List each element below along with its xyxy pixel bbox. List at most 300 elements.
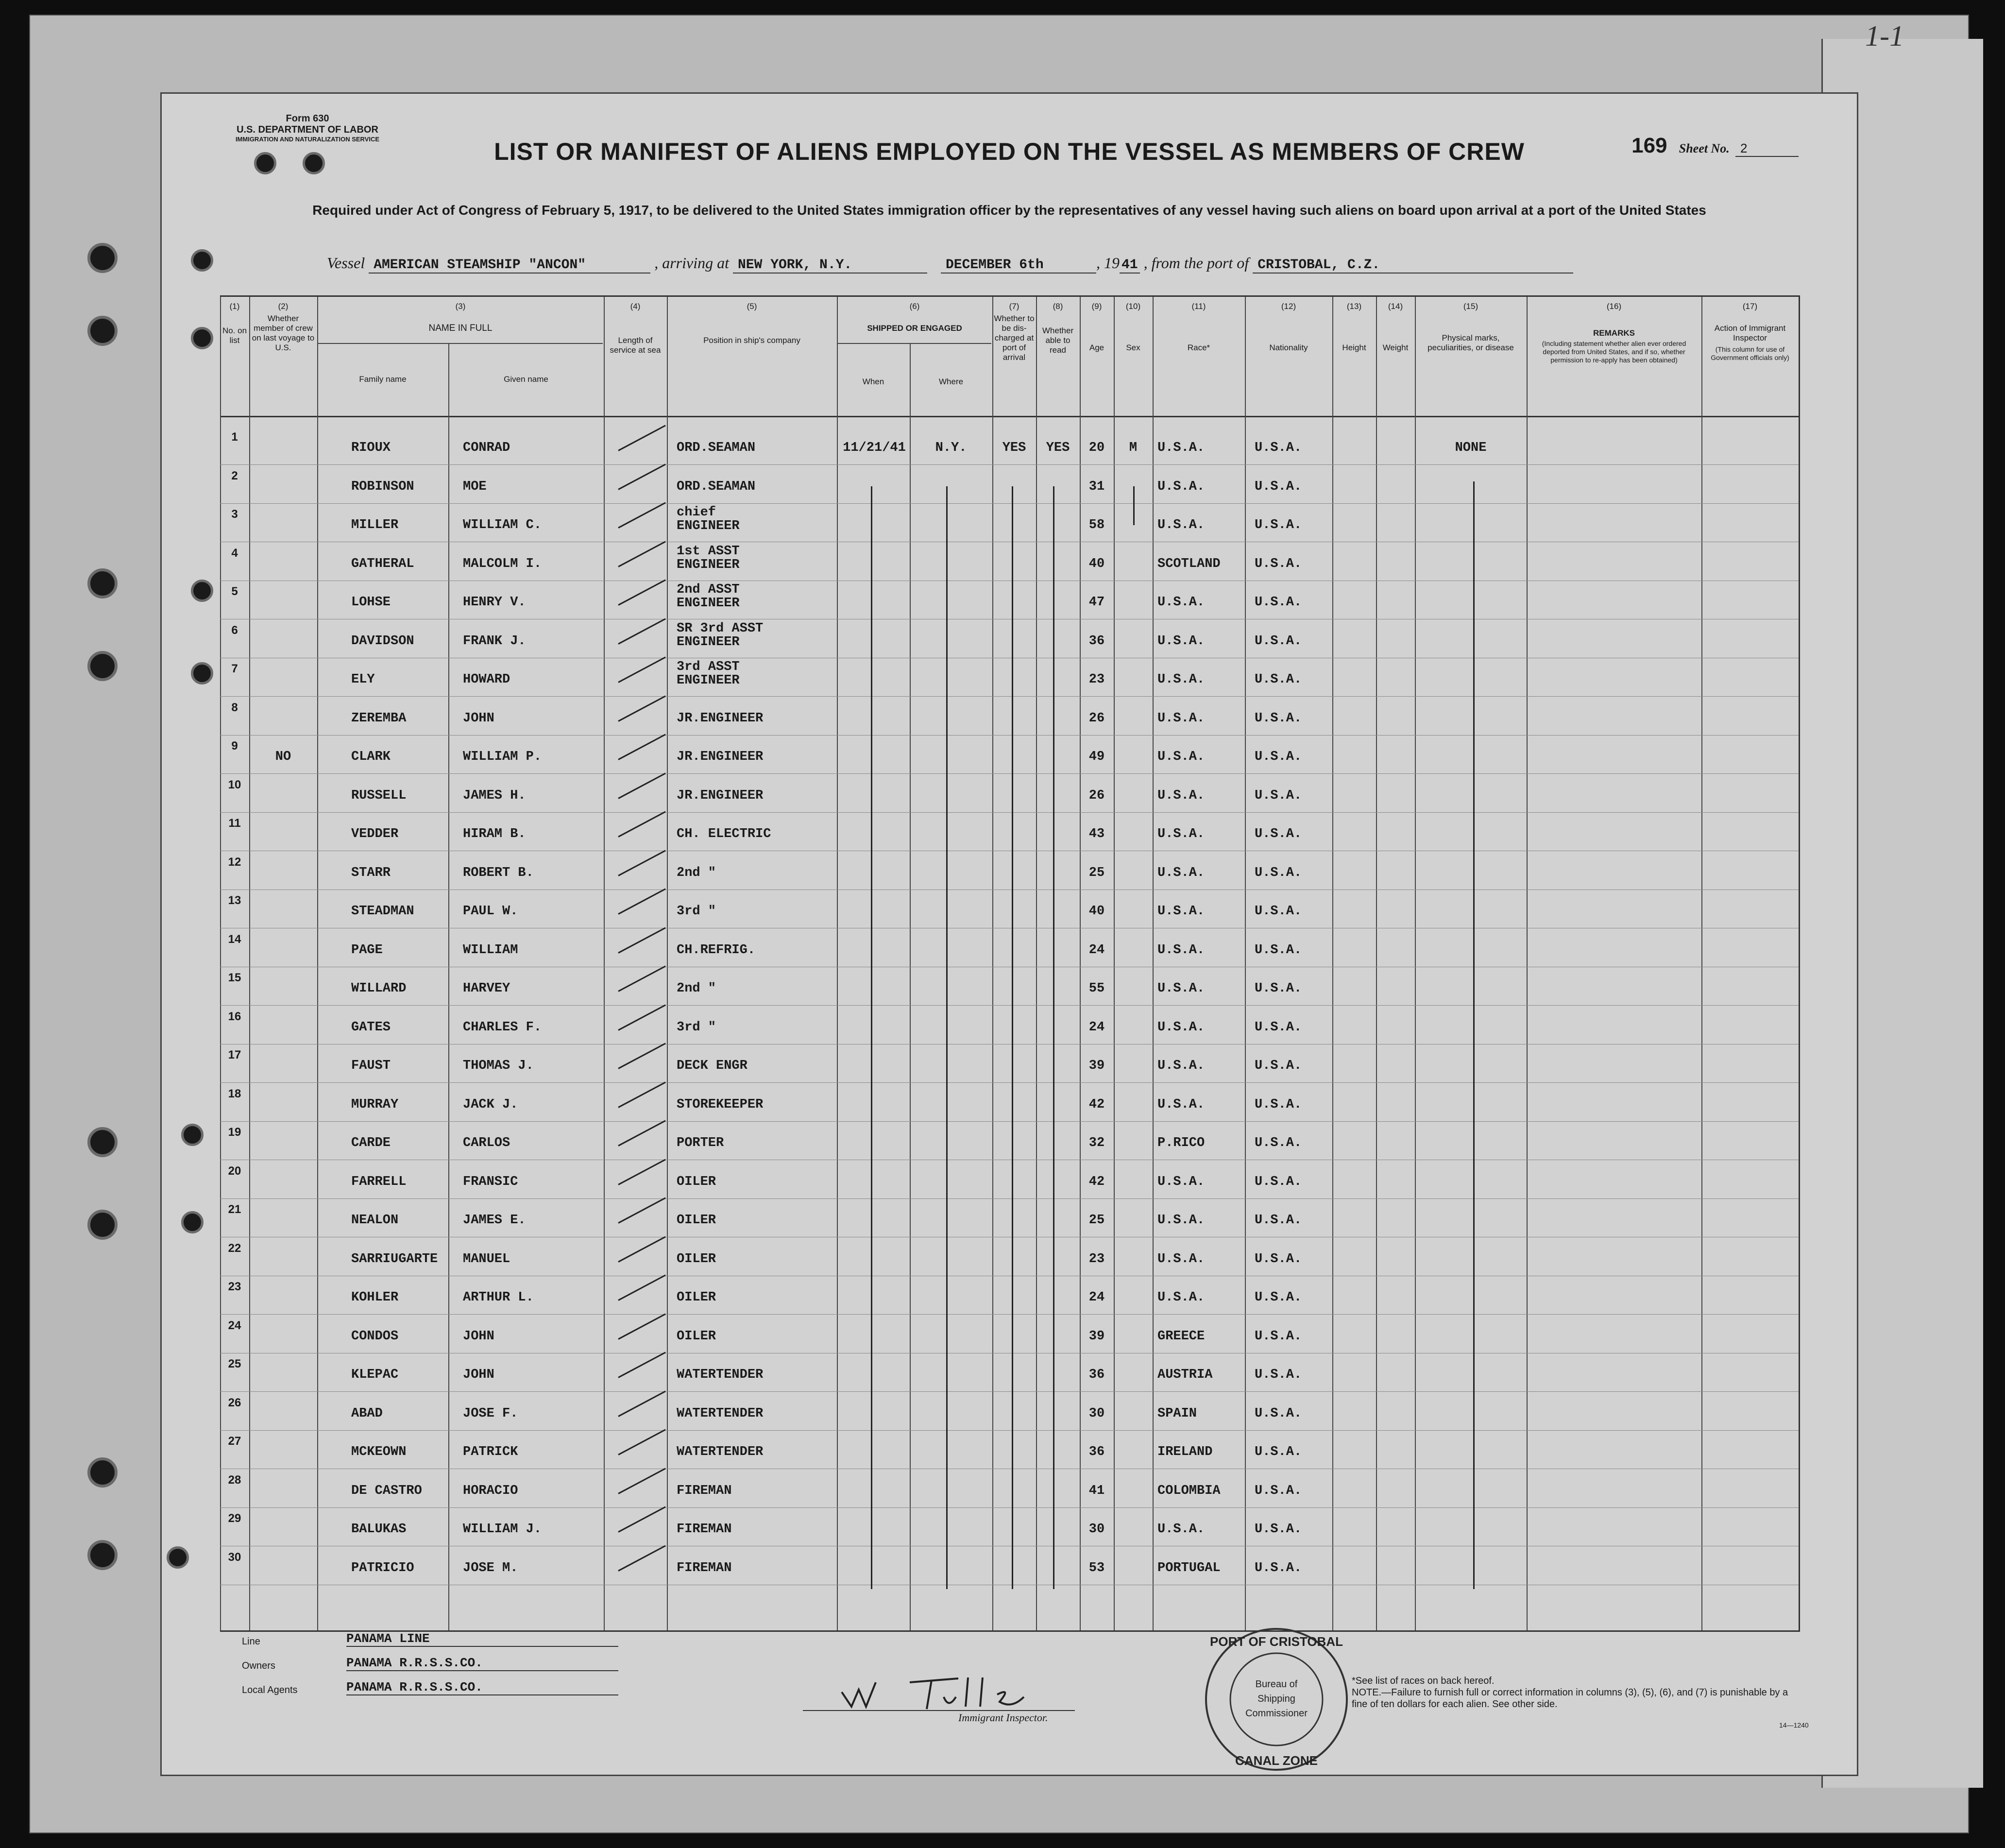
- cell-given: JOHN: [463, 1329, 494, 1344]
- col-num: (5): [747, 302, 757, 311]
- row-rule: [220, 1005, 1799, 1006]
- header-nationality: Nationality: [1269, 343, 1308, 352]
- binder-hole: [87, 568, 118, 599]
- cell-given: HIRAM B.: [463, 827, 526, 841]
- row-rule: [220, 503, 1799, 504]
- row-rule: [220, 812, 1799, 813]
- cell-race: U.S.A.: [1157, 942, 1205, 958]
- cell-given: FRANK J.: [463, 633, 526, 649]
- sheet-number: 2: [1735, 141, 1799, 157]
- cell-given: PATRICK: [463, 1445, 518, 1459]
- page-hole: [167, 1546, 189, 1569]
- row-number: 13: [228, 894, 241, 907]
- page-number: 169: [1631, 134, 1667, 157]
- row-rule: [220, 1314, 1799, 1315]
- row-number: 17: [228, 1048, 241, 1061]
- stamp-inner-1: Bureau of: [1255, 1679, 1298, 1690]
- cell-prev: NO: [275, 750, 291, 764]
- ditto-line-sex: [1133, 486, 1135, 525]
- cell-age: 42: [1088, 1097, 1105, 1112]
- binder-hole: [87, 651, 118, 681]
- cell-given: THOMAS J.: [463, 1059, 534, 1073]
- cell-family: VEDDER: [351, 827, 399, 841]
- cell-position: OILER: [677, 1290, 716, 1305]
- check-mark: [618, 695, 666, 721]
- row-rule: [220, 1507, 1799, 1508]
- check-mark: [618, 1081, 666, 1108]
- cell-given: JAMES H.: [463, 788, 526, 803]
- cell-age: 31: [1088, 479, 1105, 494]
- row-rule: [220, 1391, 1799, 1392]
- header-whether-member: Whether member of crew on last voyage to U.S.: [252, 314, 315, 352]
- cell-nationality: U.S.A.: [1255, 441, 1302, 455]
- cell-where: N.Y.: [935, 441, 967, 455]
- row-number: 21: [228, 1203, 241, 1216]
- page-hole: [191, 580, 213, 602]
- header-height: Height: [1342, 343, 1366, 352]
- note-races: *See list of races on back hereof.: [1352, 1676, 1495, 1686]
- row-number: 12: [228, 855, 241, 869]
- service: IMMIGRATION AND NATURALIZATION SERVICE: [235, 136, 380, 143]
- check-mark: [618, 1429, 666, 1455]
- header-where: Where: [938, 377, 964, 386]
- cell-family: MCKEOWN: [351, 1445, 407, 1459]
- row-number: 16: [228, 1010, 241, 1023]
- row-number: 7: [231, 662, 238, 675]
- col-num: (14): [1388, 302, 1403, 311]
- header-race: Race*: [1187, 343, 1210, 352]
- cell-family: DAVIDSON: [351, 633, 414, 649]
- ditto-line-when: [871, 486, 872, 1589]
- cell-sex: M: [1129, 441, 1138, 455]
- header-action-note: (This column for use of Government officials only): [1711, 345, 1789, 361]
- cell-family: CARDE: [351, 1136, 391, 1150]
- cell-nationality: U.S.A.: [1255, 556, 1302, 571]
- header-length-service: Length of service at sea: [610, 336, 661, 355]
- subtitle: Required under Act of Congress of February 5, 1917, to be delivered to the United States immigration officer by the representatives of any vessel having such aliens on board upon arrival at a port of the United States: [312, 203, 1706, 218]
- cell-age: 30: [1088, 1406, 1105, 1421]
- cell-given: WILLIAM P.: [463, 750, 542, 764]
- binder-hole: [87, 1540, 118, 1570]
- cell-given: MOE: [463, 479, 487, 494]
- row-rule: [220, 1082, 1799, 1083]
- check-mark: [618, 1120, 666, 1146]
- sheet-label: Sheet No.: [1679, 141, 1730, 155]
- cell-age: 24: [1088, 942, 1105, 958]
- cell-given: HENRY V.: [463, 595, 526, 610]
- cell-family: DE CASTRO: [351, 1483, 422, 1498]
- cell-race: U.S.A.: [1157, 1213, 1205, 1228]
- cell-age: 23: [1088, 1251, 1105, 1266]
- cell-family: CONDOS: [351, 1329, 399, 1344]
- cell-age: 40: [1088, 556, 1105, 571]
- cell-age: 49: [1088, 750, 1105, 764]
- check-mark: [618, 772, 666, 799]
- cell-position-line2: ENGINEER: [677, 519, 740, 533]
- shipped-header-rule: [837, 343, 991, 344]
- col-num: (17): [1742, 302, 1758, 311]
- binder-hole: [87, 243, 118, 273]
- row-number: 15: [228, 971, 241, 984]
- cell-position: OILER: [677, 1174, 716, 1189]
- cell-position: JR.ENGINEER: [677, 711, 764, 726]
- header-able-read: Whether able to read: [1042, 326, 1074, 355]
- col-num: (8): [1053, 302, 1063, 311]
- cell-position-line2: ENGINEER: [677, 673, 740, 688]
- row-number: 25: [228, 1357, 241, 1370]
- cell-nationality: U.S.A.: [1255, 1097, 1302, 1112]
- col-num: (1): [229, 302, 240, 311]
- cell-race: SPAIN: [1157, 1406, 1197, 1421]
- cell-position: DECK ENGR: [677, 1059, 748, 1073]
- cell-family: FAUST: [351, 1059, 391, 1073]
- check-mark: [618, 1313, 666, 1339]
- row-rule: [220, 696, 1799, 697]
- row-number: 30: [228, 1550, 241, 1564]
- cell-nationality: U.S.A.: [1255, 595, 1302, 610]
- row-number: 19: [228, 1126, 241, 1139]
- row-rule: [220, 735, 1799, 736]
- row-number: 28: [228, 1473, 241, 1487]
- check-mark: [618, 502, 666, 529]
- cell-race: SCOTLAND: [1157, 556, 1221, 571]
- cell-given: PAUL W.: [463, 904, 518, 919]
- cell-age: 40: [1088, 904, 1105, 919]
- row-number: 2: [231, 469, 238, 482]
- cell-race: U.S.A.: [1157, 633, 1205, 649]
- cell-race: U.S.A.: [1157, 1290, 1205, 1305]
- cell-age: 32: [1088, 1136, 1105, 1150]
- ditto-line-physical: [1473, 481, 1475, 1589]
- cell-nationality: U.S.A.: [1255, 788, 1302, 803]
- cell-position: FIREMAN: [677, 1483, 732, 1498]
- from-label: , from the port of: [1143, 254, 1249, 272]
- owners-value: PANAMA R.R.S.S.CO.: [346, 1656, 618, 1671]
- cell-nationality: U.S.A.: [1255, 1445, 1302, 1459]
- arriving-port: NEW YORK, N.Y.: [733, 257, 927, 274]
- row-number: 3: [231, 508, 238, 521]
- ditto-line-discharged: [1012, 486, 1013, 1589]
- col-num: (2): [278, 302, 289, 311]
- page-hole: [181, 1124, 204, 1146]
- check-mark: [618, 463, 666, 490]
- cell-age: 25: [1088, 1213, 1105, 1228]
- cell-given: JACK J.: [463, 1097, 518, 1112]
- col-num: (12): [1281, 302, 1296, 311]
- cell-age: 58: [1088, 518, 1105, 532]
- ditto-line-read: [1053, 486, 1054, 1589]
- inspector-signature: [803, 1668, 1075, 1711]
- row-number: 24: [228, 1318, 241, 1332]
- check-mark: [618, 1506, 666, 1533]
- check-mark: [618, 1468, 666, 1494]
- cell-position: ORD.SEAMAN: [677, 479, 756, 494]
- cell-nationality: U.S.A.: [1255, 1406, 1302, 1421]
- cell-race: U.S.A.: [1157, 788, 1205, 803]
- row-number: 23: [228, 1280, 241, 1293]
- cell-when: 11/21/41: [843, 441, 906, 455]
- year-prefix: , 19: [1096, 254, 1120, 272]
- row-number: 22: [228, 1241, 241, 1255]
- cell-given: CARLOS: [463, 1136, 510, 1150]
- header-name-in-full: NAME IN FULL: [428, 323, 493, 333]
- cell-family: SARRIUGARTE: [351, 1251, 438, 1266]
- check-mark: [618, 580, 666, 606]
- header-sex: Sex: [1126, 343, 1140, 352]
- cell-position: 3rd ASST: [677, 660, 740, 674]
- cell-position-line2: ENGINEER: [677, 634, 740, 650]
- cell-physical: NONE: [1455, 441, 1487, 455]
- row-number: 26: [228, 1396, 241, 1409]
- arriving-label: , arriving at: [654, 254, 729, 272]
- cell-position: WATERTENDER: [677, 1406, 764, 1421]
- row-number: 14: [228, 932, 241, 946]
- cell-nationality: U.S.A.: [1255, 1483, 1302, 1498]
- check-mark: [618, 811, 666, 838]
- col-num: (10): [1125, 302, 1141, 311]
- check-mark: [618, 425, 666, 451]
- header-weight: Weight: [1382, 343, 1409, 352]
- cell-family: FARRELL: [351, 1174, 407, 1189]
- check-mark: [618, 1159, 666, 1185]
- cell-nationality: U.S.A.: [1255, 1290, 1302, 1305]
- cell-given: WILLIAM C.: [463, 518, 542, 532]
- cell-given: JOSE F.: [463, 1406, 518, 1421]
- cell-race: U.S.A.: [1157, 1522, 1205, 1537]
- cell-family: ABAD: [351, 1406, 383, 1421]
- cell-nationality: U.S.A.: [1255, 479, 1302, 494]
- cell-nationality: U.S.A.: [1255, 865, 1302, 880]
- page-hole: [191, 249, 213, 272]
- vessel-label: Vessel: [327, 254, 365, 272]
- cell-given: JAMES E.: [463, 1213, 526, 1228]
- cell-race: U.S.A.: [1157, 1174, 1205, 1189]
- cell-age: 30: [1088, 1522, 1105, 1537]
- cell-position-line2: ENGINEER: [677, 596, 740, 611]
- cell-position: CH. ELECTRIC: [677, 827, 771, 841]
- binder-hole: [87, 1210, 118, 1240]
- name-header-rule: [317, 343, 603, 344]
- cell-given: HARVEY: [463, 981, 510, 996]
- cell-race: U.S.A.: [1157, 479, 1205, 494]
- cell-nationality: U.S.A.: [1255, 1174, 1302, 1189]
- cell-family: WILLARD: [351, 981, 407, 996]
- corner-mark: 1-1: [1865, 20, 1904, 52]
- stamp-outer-bottom: CANAL ZONE: [1235, 1753, 1318, 1768]
- col-num: (7): [1009, 302, 1019, 311]
- cell-position: OILER: [677, 1251, 716, 1266]
- col-num: (6): [909, 302, 920, 311]
- cell-family: LOHSE: [351, 595, 391, 610]
- check-mark: [618, 1352, 666, 1378]
- cell-given: ROBERT B.: [463, 865, 534, 880]
- cell-given: HORACIO: [463, 1483, 518, 1498]
- cell-race: COLOMBIA: [1157, 1483, 1221, 1498]
- check-mark: [618, 889, 666, 915]
- row-number: 27: [228, 1435, 241, 1448]
- cell-age: 42: [1088, 1174, 1105, 1189]
- cell-position: 1st ASST: [677, 544, 740, 559]
- cell-family: PAGE: [351, 942, 383, 958]
- row-rule: [220, 1430, 1799, 1431]
- cell-race: U.S.A.: [1157, 595, 1205, 610]
- header-remarks: REMARKS: [1593, 328, 1635, 338]
- cell-age: 36: [1088, 633, 1105, 649]
- cell-position: WATERTENDER: [677, 1368, 764, 1382]
- cell-nationality: U.S.A.: [1255, 750, 1302, 764]
- agents-value: PANAMA R.R.S.S.CO.: [346, 1680, 618, 1695]
- check-mark: [618, 1390, 666, 1417]
- cell-position: CH.REFRIG.: [677, 942, 756, 958]
- cell-age: 36: [1088, 1445, 1105, 1459]
- cell-age: 53: [1088, 1560, 1105, 1575]
- row-rule: [220, 773, 1799, 774]
- cell-race: U.S.A.: [1157, 865, 1205, 880]
- cell-race: U.S.A.: [1157, 1020, 1205, 1035]
- cell-family: RUSSELL: [351, 788, 407, 803]
- cell-nationality: U.S.A.: [1255, 904, 1302, 919]
- col-num: (3): [455, 302, 466, 311]
- check-mark: [618, 1236, 666, 1262]
- row-rule: [220, 1198, 1799, 1199]
- check-mark: [618, 966, 666, 992]
- cell-given: FRANSIC: [463, 1174, 518, 1189]
- header-physical: Physical marks, peculiarities, or disease: [1427, 333, 1514, 352]
- cell-family: CLARK: [351, 750, 391, 764]
- vessel-name: AMERICAN STEAMSHIP "ANCON": [369, 257, 650, 274]
- binder-hole: [87, 1457, 118, 1488]
- cell-family: STARR: [351, 865, 391, 880]
- binder-hole: [87, 316, 118, 346]
- cell-position: 2nd ": [677, 981, 716, 996]
- from-port: CRISTOBAL, C.Z.: [1253, 257, 1573, 274]
- port-stamp: [1201, 1624, 1352, 1775]
- cell-position: chief: [677, 505, 716, 520]
- cell-race: AUSTRIA: [1157, 1368, 1213, 1382]
- cell-age: 39: [1088, 1059, 1105, 1073]
- row-number: 5: [231, 585, 238, 598]
- cell-age: 20: [1088, 441, 1105, 455]
- cell-race: U.S.A.: [1157, 672, 1205, 687]
- cell-position: JR.ENGINEER: [677, 788, 764, 803]
- cell-position: OILER: [677, 1213, 716, 1228]
- cell-age: 43: [1088, 827, 1105, 841]
- footer-notes: [1352, 1675, 1789, 1710]
- cell-family: GATHERAL: [351, 556, 414, 571]
- check-mark: [618, 850, 666, 876]
- cell-position: SR 3rd ASST: [677, 621, 764, 636]
- row-number: 9: [231, 739, 238, 753]
- check-mark: [618, 927, 666, 953]
- row-number: 8: [231, 701, 238, 714]
- cell-given: JOHN: [463, 711, 494, 726]
- cell-age: 26: [1088, 711, 1105, 726]
- cell-nationality: U.S.A.: [1255, 1136, 1302, 1150]
- header-action: Action of Immigrant Inspector: [1714, 324, 1786, 342]
- cell-given: WILLIAM: [463, 942, 518, 958]
- cell-family: KOHLER: [351, 1290, 399, 1305]
- cell-family: NEALON: [351, 1213, 399, 1228]
- row-number: 1: [231, 430, 238, 444]
- note-fine: NOTE.—Failure to furnish full or correct information in columns (3), (5), (6), and (7) is punishable by a fine of ten dollars for each alien. See other side.: [1352, 1687, 1788, 1710]
- cell-position: STOREKEEPER: [677, 1097, 764, 1112]
- cell-family: KLEPAC: [351, 1368, 399, 1382]
- row-number: 6: [231, 623, 238, 637]
- row-number: 18: [228, 1087, 241, 1100]
- arrival-year: 41: [1120, 257, 1140, 274]
- row-number: 29: [228, 1512, 241, 1525]
- cell-nationality: U.S.A.: [1255, 827, 1302, 841]
- col-num: (11): [1191, 302, 1206, 311]
- cell-race: U.S.A.: [1157, 518, 1205, 532]
- header-position: Position in ship's company: [703, 336, 800, 345]
- check-mark: [618, 1043, 666, 1069]
- cell-position: 2nd ASST: [677, 582, 740, 597]
- cell-race: U.S.A.: [1157, 827, 1205, 841]
- check-mark: [618, 734, 666, 760]
- col-num: (4): [630, 302, 641, 311]
- cell-discharged: YES: [1002, 441, 1026, 455]
- cell-position: JR.ENGINEER: [677, 750, 764, 764]
- check-mark: [618, 618, 666, 644]
- cell-given: HOWARD: [463, 672, 510, 687]
- cell-nationality: U.S.A.: [1255, 1213, 1302, 1228]
- header-remarks-note: (Including statement whether alien ever ordered deported from United States, and if so, whether permission to re-apply has been obtained): [1542, 340, 1686, 364]
- cell-family: ZEREMBA: [351, 711, 407, 726]
- page-title: LIST OR MANIFEST OF ALIENS EMPLOYED ON THE VESSEL AS MEMBERS OF CREW: [494, 138, 1525, 165]
- cell-position-line2: ENGINEER: [677, 557, 740, 572]
- cell-age: 24: [1088, 1290, 1105, 1305]
- agents-label: Local Agents: [242, 1685, 298, 1695]
- cell-nationality: U.S.A.: [1255, 1329, 1302, 1344]
- cell-given: CONRAD: [463, 441, 510, 455]
- cell-race: U.S.A.: [1157, 904, 1205, 919]
- cell-family: ELY: [351, 672, 375, 687]
- row-rule: [220, 464, 1799, 465]
- header-separator: [220, 416, 1799, 417]
- cell-race: U.S.A.: [1157, 981, 1205, 996]
- check-mark: [618, 1198, 666, 1224]
- header-given-name: Given name: [504, 375, 548, 384]
- department: U.S. DEPARTMENT OF LABOR: [237, 124, 378, 135]
- cell-family: GATES: [351, 1020, 391, 1035]
- row-rule: [220, 1121, 1799, 1122]
- cell-nationality: U.S.A.: [1255, 672, 1302, 687]
- check-mark: [618, 1545, 666, 1571]
- check-mark: [618, 657, 666, 683]
- ditto-line-where: [946, 486, 948, 1589]
- cell-age: 39: [1088, 1329, 1105, 1344]
- cell-age: 25: [1088, 865, 1105, 880]
- stamp-inner-2: Shipping: [1257, 1694, 1295, 1704]
- cell-position: FIREMAN: [677, 1560, 732, 1575]
- col-num: (9): [1091, 302, 1102, 311]
- cell-nationality: U.S.A.: [1255, 1560, 1302, 1575]
- cell-position: 3rd ": [677, 904, 716, 919]
- check-mark: [618, 1004, 666, 1030]
- col-num: (13): [1346, 302, 1362, 311]
- cell-race: U.S.A.: [1157, 711, 1205, 726]
- page-hole: [191, 327, 213, 349]
- cell-age: 41: [1088, 1483, 1105, 1498]
- cell-given: CHARLES F.: [463, 1020, 542, 1035]
- check-mark: [618, 541, 666, 567]
- cell-given: WILLIAM J.: [463, 1522, 542, 1537]
- cell-nationality: U.S.A.: [1255, 981, 1302, 996]
- cell-nationality: U.S.A.: [1255, 1020, 1302, 1035]
- cell-family: MURRAY: [351, 1097, 399, 1112]
- cell-age: 47: [1088, 595, 1105, 610]
